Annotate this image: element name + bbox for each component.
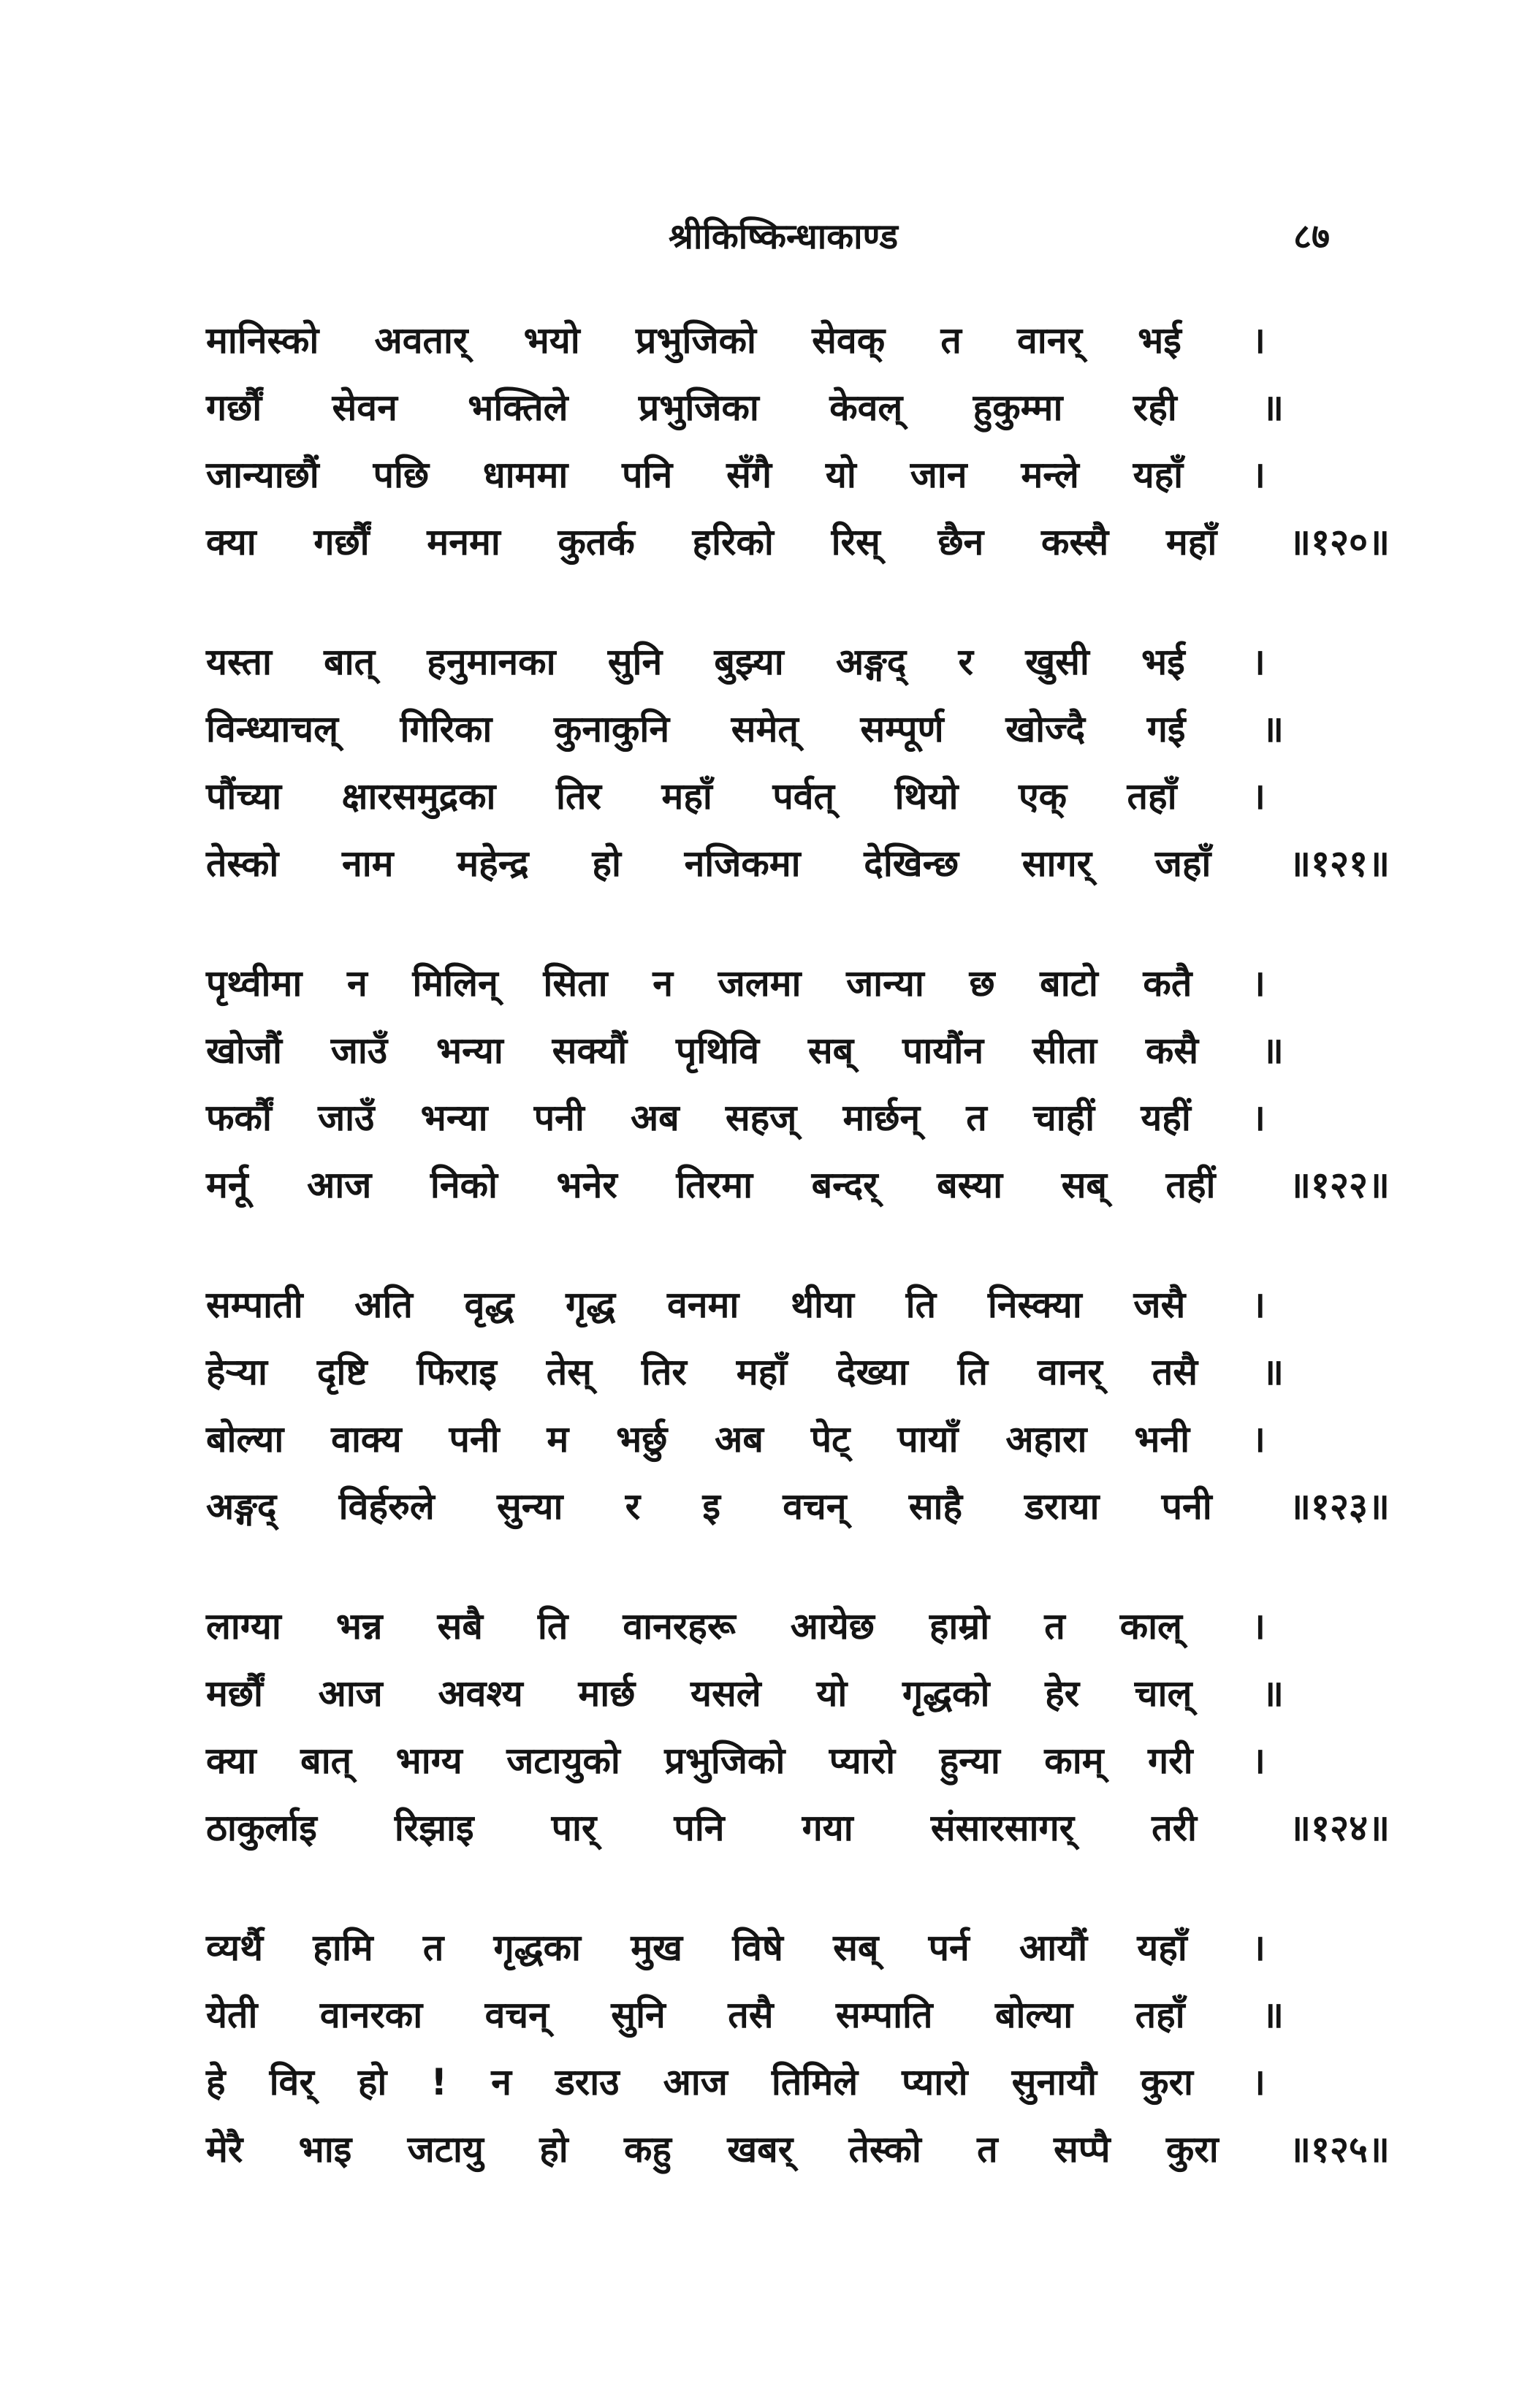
verse-word: छैन bbox=[937, 521, 984, 563]
verse-word: त bbox=[422, 1927, 444, 1969]
verse-line bbox=[206, 1413, 1266, 1480]
verse-word: वाक्य bbox=[331, 1418, 402, 1460]
verse-word: जटायु bbox=[407, 2128, 484, 2171]
verse-word: मर्नू bbox=[206, 1164, 248, 1206]
verse-word: आयौं bbox=[1019, 1927, 1088, 1969]
verse-word: हुन्या bbox=[939, 1740, 1000, 1782]
verse-word: महाँ bbox=[661, 775, 712, 818]
verse-word: डराया bbox=[1024, 1485, 1100, 1528]
verse-word: तेस् bbox=[546, 1351, 593, 1393]
verse-word: थीया bbox=[791, 1284, 854, 1326]
verse-word: आज bbox=[663, 2061, 728, 2103]
verse-word: बन्दर् bbox=[811, 1164, 878, 1206]
verse-word: पनि bbox=[674, 1807, 725, 1849]
verse-word: सेवन bbox=[332, 386, 397, 429]
verse-word: ति bbox=[957, 1351, 989, 1393]
verse-word: भई bbox=[1141, 641, 1185, 683]
verse-word: यो bbox=[825, 454, 856, 496]
verse-stanza bbox=[206, 1921, 1390, 2243]
verse-word: कहु bbox=[624, 2128, 671, 2171]
verse-line bbox=[206, 2123, 1390, 2190]
verse-end-mark: ॥ bbox=[1262, 386, 1284, 429]
verse-word: विषे bbox=[732, 1927, 783, 1969]
verse-word: भाइ bbox=[298, 2128, 352, 2171]
verse-word: आयेछ bbox=[790, 1605, 875, 1647]
verse-word: पर्न bbox=[928, 1927, 970, 1969]
verse-word: मार्छ bbox=[578, 1672, 636, 1715]
verse-word: जान्या bbox=[846, 962, 924, 1005]
verse-word: पृथिवि bbox=[675, 1029, 760, 1072]
verse-word: केवल् bbox=[829, 386, 903, 429]
verse-word: फिराइ bbox=[416, 1351, 497, 1393]
verse-word: मार्छन् bbox=[842, 1097, 921, 1139]
verse-line bbox=[206, 770, 1266, 837]
verse-word: तहाँ bbox=[1127, 775, 1177, 818]
verse-word: सेवक् bbox=[812, 319, 886, 362]
verse-word: भन्या bbox=[420, 1097, 488, 1139]
verse-word: व्यर्थै bbox=[206, 1927, 264, 1969]
verse-word: पर्वत् bbox=[772, 775, 835, 818]
verse-word: भक्तिले bbox=[468, 386, 568, 429]
verse-word: अहारा bbox=[1005, 1418, 1087, 1460]
verse-word: सक्यौं bbox=[552, 1029, 628, 1072]
verse-word: म bbox=[547, 1418, 569, 1460]
verse-word: प्रभुजिका bbox=[638, 386, 759, 429]
verse-word: तेस्को bbox=[848, 2128, 921, 2171]
verse-word: ति bbox=[905, 1284, 937, 1326]
verse-word: कतै bbox=[1143, 962, 1192, 1005]
verse-word: खोज्दै bbox=[1005, 708, 1086, 750]
verse-word: प्यारो bbox=[902, 2061, 968, 2103]
verse-word: पनि bbox=[622, 454, 673, 496]
verse-word: सम्पाती bbox=[206, 1284, 303, 1326]
verse-word: सप्पै bbox=[1053, 2128, 1111, 2171]
verse-word: यहीं bbox=[1141, 1097, 1191, 1139]
verse-word: बाटो bbox=[1040, 962, 1098, 1005]
verse-line bbox=[206, 449, 1266, 516]
verse-line bbox=[206, 516, 1390, 583]
verse-word: र bbox=[625, 1485, 641, 1528]
verse-word: कुरा bbox=[1165, 2128, 1219, 2171]
verse-word: तरी bbox=[1152, 1807, 1197, 1849]
verse-word: मानिस्को bbox=[206, 319, 319, 362]
verse-word: कसै bbox=[1145, 1029, 1199, 1072]
verse-word: भाग्य bbox=[395, 1740, 463, 1782]
verse-end-mark: । bbox=[1251, 1097, 1266, 1139]
running-title: श्रीकिष्किन्धाकाण्ड bbox=[669, 216, 899, 257]
verse-word: हनुमानका bbox=[427, 641, 556, 683]
verse-word: इ bbox=[702, 1485, 720, 1528]
verse-line bbox=[206, 1024, 1284, 1091]
verse-end-mark: ॥१२५॥ bbox=[1288, 2128, 1390, 2171]
verse-end-mark: ॥ bbox=[1261, 1351, 1284, 1393]
verse-word: पनी bbox=[1161, 1485, 1212, 1528]
verse-word: तिर bbox=[641, 1351, 687, 1393]
verse-word: चाहीं bbox=[1032, 1097, 1095, 1139]
verse-word: निस्क्या bbox=[987, 1284, 1082, 1326]
verse-word: न bbox=[491, 2061, 512, 2103]
verse-end-mark: ॥१२२॥ bbox=[1288, 1164, 1390, 1206]
verse-word: वचन् bbox=[783, 1485, 847, 1528]
verse-end-mark: ॥१२३॥ bbox=[1288, 1485, 1390, 1528]
verse-word: खबर् bbox=[727, 2128, 794, 2171]
verse-line bbox=[206, 1921, 1266, 1989]
verse-line bbox=[206, 2056, 1266, 2123]
verse-end-mark: । bbox=[1251, 1418, 1266, 1460]
verse-word: देख्या bbox=[836, 1351, 908, 1393]
verse-line bbox=[206, 1802, 1390, 1869]
verse-line bbox=[206, 1091, 1266, 1159]
verse-word: सँगै bbox=[726, 454, 772, 496]
verse-word: वानर् bbox=[1037, 1351, 1103, 1393]
verse-word: त bbox=[940, 319, 962, 362]
verse-end-mark: ॥१२०॥ bbox=[1289, 521, 1390, 563]
verse-word: डराउ bbox=[555, 2061, 620, 2103]
verse-word: तिमिले bbox=[771, 2061, 859, 2103]
verse-word: त bbox=[966, 1097, 987, 1139]
verse-stanza bbox=[206, 314, 1390, 636]
verse-word: यस्ता bbox=[206, 641, 272, 683]
verse-word: गर्छौं bbox=[313, 521, 370, 563]
verse-end-mark: । bbox=[1251, 1927, 1266, 1969]
verse-word: गरी bbox=[1148, 1740, 1193, 1782]
verse-word: मनमा bbox=[427, 521, 501, 563]
verse-word: रिस् bbox=[831, 521, 880, 563]
verse-word: मन्ले bbox=[1021, 454, 1079, 496]
verse-word: न bbox=[346, 962, 368, 1005]
verse-line bbox=[206, 703, 1284, 770]
page-header bbox=[0, 212, 1522, 270]
verse-word: देखिन्छ bbox=[864, 842, 959, 885]
verse-word: ! bbox=[430, 2061, 448, 2103]
verse-end-mark: ॥१२४॥ bbox=[1289, 1807, 1390, 1849]
verse-word: यो bbox=[816, 1672, 848, 1715]
verse-end-mark: । bbox=[1252, 1740, 1266, 1782]
verse-word: हेऱ्या bbox=[206, 1351, 267, 1393]
verse-word: बस्या bbox=[937, 1164, 1003, 1206]
verse-body bbox=[206, 314, 1390, 2243]
verse-word: सिता bbox=[543, 962, 608, 1005]
verse-line bbox=[206, 1159, 1390, 1226]
verse-word: जान्याछौं bbox=[206, 454, 319, 496]
verse-word: अति bbox=[354, 1284, 413, 1326]
verse-word: तसै bbox=[1152, 1351, 1198, 1393]
verse-word: हो bbox=[592, 842, 621, 885]
verse-stanza bbox=[206, 1279, 1390, 1600]
verse-word: बोल्या bbox=[994, 1994, 1073, 2036]
verse-word: सब् bbox=[1061, 1164, 1107, 1206]
verse-word: गिरिका bbox=[400, 708, 492, 750]
verse-line bbox=[206, 1346, 1284, 1413]
verse-end-mark: । bbox=[1251, 454, 1266, 496]
page-number: ८७ bbox=[1293, 216, 1330, 257]
verse-line bbox=[206, 1600, 1266, 1667]
verse-word: रिझाइ bbox=[394, 1807, 474, 1849]
verse-word: भन्न bbox=[335, 1605, 383, 1647]
verse-word: रही bbox=[1133, 386, 1177, 429]
verse-word: प्यारो bbox=[829, 1740, 896, 1782]
verse-word: पछि bbox=[373, 454, 429, 496]
verse-word: अङ्गद् bbox=[206, 1485, 277, 1528]
verse-word: जाउँ bbox=[318, 1097, 375, 1139]
verse-line bbox=[206, 381, 1284, 449]
verse-word: क्या bbox=[206, 521, 256, 563]
verse-word: भर्छु bbox=[616, 1418, 668, 1460]
verse-end-mark: ॥ bbox=[1261, 1029, 1284, 1072]
verse-word: पायाँ bbox=[897, 1418, 959, 1460]
verse-word: तहाँ bbox=[1135, 1994, 1185, 2036]
verse-word: यहाँ bbox=[1133, 454, 1184, 496]
verse-end-mark: । bbox=[1252, 1284, 1266, 1326]
verse-end-mark: ॥१२१॥ bbox=[1289, 842, 1390, 885]
verse-line bbox=[206, 837, 1390, 904]
verse-word: वृद्ध bbox=[464, 1284, 514, 1326]
verse-word: क्षारसमुद्रका bbox=[341, 775, 496, 818]
verse-word: खोजौं bbox=[206, 1029, 282, 1072]
verse-word: वानरका bbox=[319, 1994, 423, 2036]
verse-word: कुतर्क bbox=[558, 521, 635, 563]
verse-line bbox=[206, 1480, 1390, 1547]
verse-word: जटायुको bbox=[506, 1740, 620, 1782]
verse-word: सब् bbox=[833, 1927, 879, 1969]
verse-word: गया bbox=[802, 1807, 853, 1849]
verse-end-mark: ॥ bbox=[1262, 1994, 1284, 2036]
verse-word: तिरमा bbox=[676, 1164, 753, 1206]
verse-word: पनी bbox=[449, 1418, 500, 1460]
verse-line bbox=[206, 1667, 1284, 1734]
verse-word: फर्कौं bbox=[206, 1097, 272, 1139]
verse-line bbox=[206, 1734, 1266, 1802]
verse-word: कस्सै bbox=[1041, 521, 1109, 563]
verse-word: संसारसागर् bbox=[930, 1807, 1075, 1849]
verse-word: आज bbox=[307, 1164, 372, 1206]
verse-word: भन्या bbox=[435, 1029, 503, 1072]
verse-word: विर् bbox=[269, 2061, 314, 2103]
verse-word: निको bbox=[430, 1164, 498, 1206]
verse-word: कुनाकुनि bbox=[553, 708, 670, 750]
verse-word: गई bbox=[1146, 708, 1186, 750]
verse-word: जान bbox=[910, 454, 967, 496]
verse-word: र bbox=[958, 641, 973, 683]
verse-word: अवश्य bbox=[438, 1672, 523, 1715]
verse-word: अङ्गद् bbox=[835, 641, 907, 683]
verse-word: सबै bbox=[437, 1605, 483, 1647]
verse-word: सम्पूर्ण bbox=[860, 708, 944, 750]
verse-word: मेरै bbox=[206, 2128, 243, 2171]
verse-word: तसै bbox=[728, 1994, 774, 2036]
verse-word: भनी bbox=[1134, 1418, 1190, 1460]
verse-word: भयो bbox=[523, 319, 580, 362]
verse-word: आज bbox=[318, 1672, 383, 1715]
verse-word: पार् bbox=[551, 1807, 597, 1849]
verse-word: जसै bbox=[1133, 1284, 1186, 1326]
verse-word: दृष्टि bbox=[316, 1351, 368, 1393]
verse-word: सम्पाति bbox=[835, 1994, 933, 2036]
verse-word: काल् bbox=[1119, 1605, 1182, 1647]
verse-word: गृद्धको bbox=[902, 1672, 990, 1715]
verse-word: सीता bbox=[1032, 1029, 1097, 1072]
verse-word: महाँ bbox=[736, 1351, 788, 1393]
verse-word: बोल्या bbox=[206, 1418, 284, 1460]
verse-word: मुख bbox=[631, 1927, 682, 1969]
verse-word: सुनायौ bbox=[1011, 2061, 1097, 2103]
verse-word: जलमा bbox=[718, 962, 802, 1005]
verse-stanza bbox=[206, 636, 1390, 957]
verse-word: साहै bbox=[908, 1485, 963, 1528]
verse-word: यसले bbox=[690, 1672, 761, 1715]
verse-word: समेत् bbox=[731, 708, 799, 750]
verse-word: गृद्धका bbox=[493, 1927, 581, 1969]
verse-word: हुकुम्मा bbox=[973, 386, 1063, 429]
verse-word: पेट् bbox=[810, 1418, 851, 1460]
verse-word: खुसी bbox=[1025, 641, 1089, 683]
verse-word: ठाकुर्लाइ bbox=[206, 1807, 317, 1849]
verse-end-mark: । bbox=[1252, 775, 1266, 818]
verse-word: सहज् bbox=[725, 1097, 797, 1139]
verse-word: पौंच्या bbox=[206, 775, 282, 818]
verse-word: अब bbox=[630, 1097, 680, 1139]
verse-word: जाउँ bbox=[330, 1029, 388, 1072]
verse-end-mark: । bbox=[1251, 962, 1266, 1005]
verse-word: प्रभुजिको bbox=[664, 1740, 785, 1782]
verse-word: अब bbox=[715, 1418, 764, 1460]
verse-word: हाम्रो bbox=[929, 1605, 990, 1647]
verse-word: त bbox=[1044, 1605, 1065, 1647]
verse-end-mark: ॥ bbox=[1262, 708, 1284, 750]
verse-word: हे bbox=[206, 2061, 226, 2103]
verse-end-mark: । bbox=[1251, 2061, 1266, 2103]
verse-line bbox=[206, 1279, 1266, 1346]
verse-word: सागर् bbox=[1021, 842, 1092, 885]
verse-word: लाग्या bbox=[206, 1605, 281, 1647]
verse-word: महेन्द्र bbox=[457, 842, 529, 885]
verse-line bbox=[206, 636, 1266, 703]
verse-word: गर्छौं bbox=[206, 386, 262, 429]
verse-word: प्रभुजिको bbox=[635, 319, 756, 362]
verse-line bbox=[206, 1989, 1284, 2056]
verse-word: वानरहरू bbox=[623, 1605, 736, 1647]
verse-word: त bbox=[977, 2128, 998, 2171]
verse-word: कुरा bbox=[1141, 2061, 1193, 2103]
verse-word: मिलिन् bbox=[412, 962, 498, 1005]
verse-word: विर्हरुले bbox=[338, 1485, 435, 1528]
verse-word: छ bbox=[969, 962, 995, 1005]
verse-end-mark: । bbox=[1251, 641, 1266, 683]
verse-word: धाममा bbox=[482, 454, 568, 496]
verse-word: नाम bbox=[341, 842, 394, 885]
verse-word: वचन् bbox=[484, 1994, 549, 2036]
verse-word: मर्छौं bbox=[206, 1672, 263, 1715]
verse-word: महाँ bbox=[1165, 521, 1217, 563]
verse-end-mark: ॥ bbox=[1262, 1672, 1284, 1715]
verse-word: पृथ्वीमा bbox=[206, 962, 303, 1005]
verse-word: तहीं bbox=[1165, 1164, 1216, 1206]
verse-word: हामि bbox=[313, 1927, 373, 1969]
verse-word: हो bbox=[357, 2061, 387, 2103]
verse-word: येती bbox=[206, 1994, 258, 2036]
verse-word: बुझ्या bbox=[714, 641, 784, 683]
verse-word: सुनि bbox=[607, 641, 663, 683]
verse-word: बात् bbox=[324, 641, 376, 683]
verse-word: न bbox=[652, 962, 673, 1005]
verse-word: वनमा bbox=[666, 1284, 739, 1326]
verse-line bbox=[206, 957, 1266, 1024]
verse-word: विन्ध्याचल् bbox=[206, 708, 338, 750]
verse-word: तिर bbox=[556, 775, 601, 818]
verse-word: ति bbox=[537, 1605, 568, 1647]
verse-word: चाल् bbox=[1134, 1672, 1192, 1715]
verse-word: सुनि bbox=[611, 1994, 666, 2036]
verse-word: भनेर bbox=[556, 1164, 617, 1206]
verse-word: यहाँ bbox=[1137, 1927, 1187, 1969]
verse-word: भई bbox=[1138, 319, 1182, 362]
verse-word: हो bbox=[539, 2128, 568, 2171]
verse-word: हेर bbox=[1045, 1672, 1080, 1715]
verse-word: पायौंन bbox=[902, 1029, 984, 1072]
verse-stanza bbox=[206, 957, 1390, 1279]
verse-word: थियो bbox=[894, 775, 959, 818]
verse-word: पनी bbox=[533, 1097, 585, 1139]
verse-line bbox=[206, 314, 1266, 381]
verse-word: गृद्ध bbox=[566, 1284, 616, 1326]
verse-end-mark: । bbox=[1251, 1605, 1266, 1647]
verse-stanza bbox=[206, 1600, 1390, 1921]
verse-word: क्या bbox=[206, 1740, 256, 1782]
verse-word: काम् bbox=[1044, 1740, 1104, 1782]
verse-word: सब् bbox=[807, 1029, 854, 1072]
verse-word: तेस्को bbox=[206, 842, 279, 885]
verse-word: नजिकमा bbox=[684, 842, 801, 885]
verse-end-mark: । bbox=[1252, 319, 1266, 362]
verse-word: बात् bbox=[300, 1740, 352, 1782]
verse-word: अवतार् bbox=[374, 319, 468, 362]
verse-word: वानर् bbox=[1017, 319, 1082, 362]
verse-word: एक् bbox=[1018, 775, 1067, 818]
verse-word: हरिको bbox=[692, 521, 774, 563]
verse-word: जहाँ bbox=[1154, 842, 1211, 885]
verse-word: सुन्या bbox=[496, 1485, 563, 1528]
